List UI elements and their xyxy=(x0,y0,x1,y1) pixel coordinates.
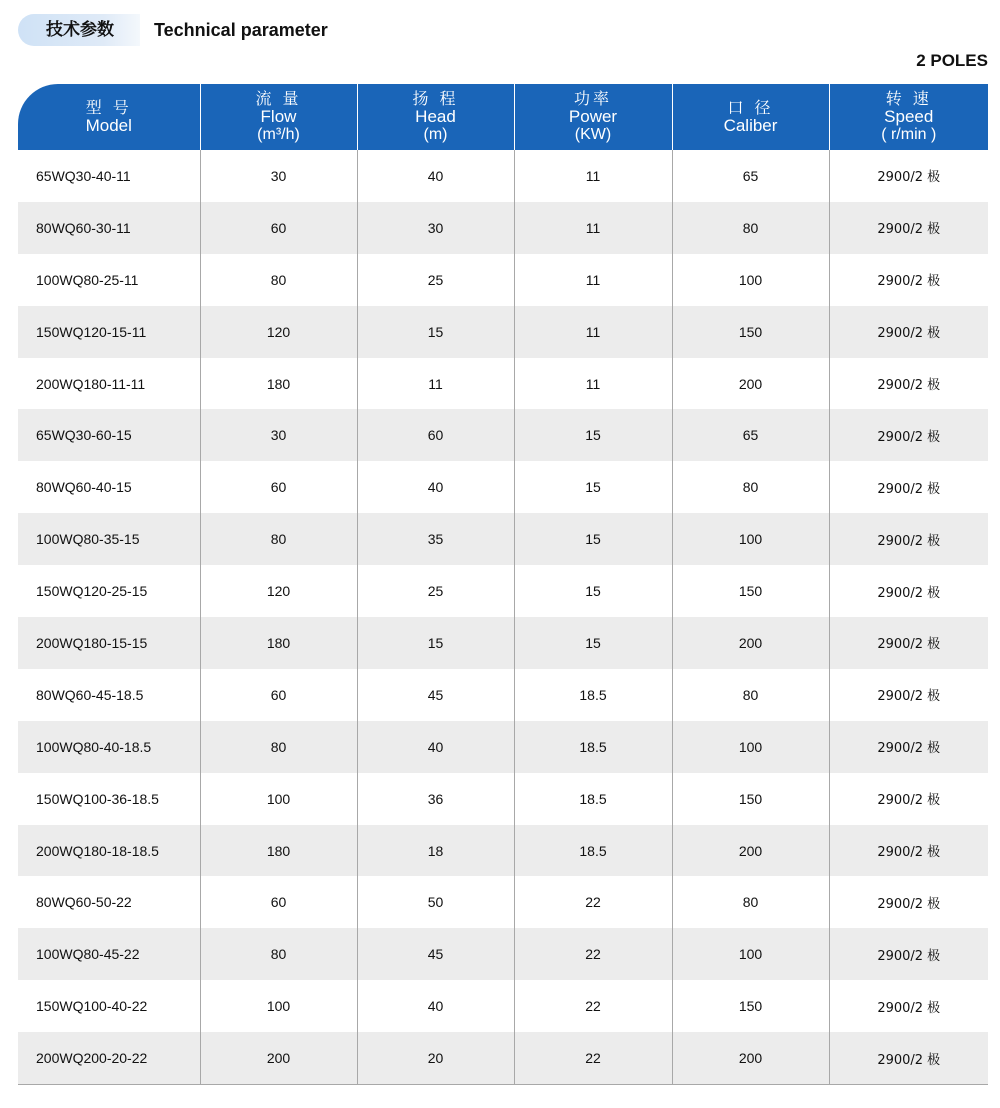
caliber-cell: 65 xyxy=(672,409,829,461)
power-cell: 18.5 xyxy=(514,825,672,877)
speed-cell: 2900/2 极 xyxy=(829,928,988,980)
flow-cell: 180 xyxy=(200,825,357,877)
table-row xyxy=(18,980,988,1032)
flow-cell: 120 xyxy=(200,306,357,358)
power-cell: 18.5 xyxy=(514,669,672,721)
power-cell: 15 xyxy=(514,565,672,617)
caliber-cell: 150 xyxy=(672,306,829,358)
power-cell: 15 xyxy=(514,617,672,669)
speed-cell: 2900/2 极 xyxy=(877,481,941,497)
caliber-cell: 100 xyxy=(672,254,829,306)
model-cell: 100WQ80-35-15 xyxy=(18,513,200,565)
model-cell: 150WQ120-15-11 xyxy=(18,306,200,358)
power-cell: 11 xyxy=(514,358,672,410)
flow-cell: 200 xyxy=(200,1032,357,1084)
speed-cell: 2900/2 极 xyxy=(829,825,988,877)
table-row xyxy=(18,306,988,358)
flow-cell: 100 xyxy=(200,980,357,1032)
column-header-unit: ( r/min ) xyxy=(881,126,937,143)
column-header-unit: (m) xyxy=(423,126,448,143)
speed-cell: 2900/2 极 xyxy=(829,1032,988,1084)
caliber-cell: 150 xyxy=(672,980,829,1032)
speed-cell: 2900/2 极 xyxy=(877,378,941,393)
head-cell: 40 xyxy=(357,150,514,202)
power-cell: 22 xyxy=(514,980,672,1032)
model-cell: 100WQ80-45-22 xyxy=(18,928,200,980)
flow-cell: 30 xyxy=(200,409,357,461)
head-cell: 20 xyxy=(357,1032,514,1084)
column-header-unit: (m³/h) xyxy=(257,126,300,143)
section-title-cn: 技术参数 xyxy=(18,14,140,46)
speed-cell: 2900/2 极 xyxy=(877,170,941,186)
column-header-power xyxy=(514,84,672,150)
power-cell: 22 xyxy=(514,1032,672,1084)
column-header-cn: 流 量 xyxy=(255,89,302,108)
head-cell: 30 xyxy=(357,202,514,254)
power-cell: 18.5 xyxy=(514,773,672,825)
section-title-en: Technical parameter xyxy=(154,19,328,40)
flow-cell: 100 xyxy=(200,773,357,825)
table-row xyxy=(18,721,988,773)
power-cell: 22 xyxy=(514,876,672,928)
table-row xyxy=(18,669,988,721)
caliber-cell: 200 xyxy=(672,617,829,669)
column-header-en: Speed xyxy=(884,107,934,126)
table-row xyxy=(18,150,988,202)
model-cell: 80WQ60-50-22 xyxy=(18,876,200,928)
flow-cell: 60 xyxy=(200,461,357,513)
model-cell: 65WQ30-60-15 xyxy=(18,409,200,461)
model-cell: 80WQ60-30-11 xyxy=(18,202,200,254)
table-row xyxy=(18,202,988,254)
table-row xyxy=(18,825,988,877)
flow-cell: 80 xyxy=(200,721,357,773)
power-cell: 11 xyxy=(514,306,672,358)
table-row xyxy=(18,876,988,928)
column-header-flow xyxy=(200,84,357,150)
flow-cell: 30 xyxy=(200,150,357,202)
head-cell: 50 xyxy=(357,876,514,928)
head-cell: 40 xyxy=(357,721,514,773)
column-header-cn: 功率 xyxy=(573,89,612,108)
flow-cell: 60 xyxy=(200,669,357,721)
caliber-cell: 80 xyxy=(672,876,829,928)
speed-cell: 2900/2 极 xyxy=(829,306,988,358)
parameter-table xyxy=(18,84,988,1085)
head-cell: 45 xyxy=(357,928,514,980)
head-cell: 18 xyxy=(357,825,514,877)
table-row xyxy=(18,565,988,617)
model-cell: 150WQ100-36-18.5 xyxy=(18,773,200,825)
table-row xyxy=(18,928,988,980)
caliber-cell: 100 xyxy=(672,721,829,773)
model-cell: 200WQ180-15-15 xyxy=(18,617,200,669)
model-cell: 80WQ60-40-15 xyxy=(18,461,200,513)
column-header-en: Model xyxy=(85,116,132,135)
head-cell: 25 xyxy=(357,565,514,617)
model-cell: 100WQ80-25-11 xyxy=(18,254,200,306)
speed-cell: 2900/2 极 xyxy=(877,1000,941,1016)
power-cell: 15 xyxy=(514,513,672,565)
model-cell: 200WQ180-18-18.5 xyxy=(18,825,200,877)
model-cell: 100WQ80-40-18.5 xyxy=(18,721,200,773)
table-row xyxy=(18,254,988,306)
head-cell: 36 xyxy=(357,773,514,825)
speed-cell: 2900/2 极 xyxy=(877,793,941,809)
caliber-cell: 65 xyxy=(672,150,829,202)
column-header-en: Flow xyxy=(260,107,297,126)
caliber-cell: 100 xyxy=(672,928,829,980)
table-row xyxy=(18,461,988,513)
speed-cell: 2900/2 极 xyxy=(877,274,941,290)
table-row xyxy=(18,358,988,410)
power-cell: 18.5 xyxy=(514,721,672,773)
speed-cell: 2900/2 极 xyxy=(877,896,941,912)
column-header-en: Power xyxy=(568,107,618,126)
flow-cell: 80 xyxy=(200,254,357,306)
flow-cell: 80 xyxy=(200,928,357,980)
head-cell: 60 xyxy=(357,409,514,461)
table-header xyxy=(18,84,988,150)
table-row xyxy=(18,617,988,669)
power-cell: 11 xyxy=(514,150,672,202)
power-cell: 15 xyxy=(514,409,672,461)
caliber-cell: 80 xyxy=(672,461,829,513)
flow-cell: 60 xyxy=(200,202,357,254)
head-cell: 35 xyxy=(357,513,514,565)
head-cell: 11 xyxy=(357,358,514,410)
power-cell: 11 xyxy=(514,202,672,254)
speed-cell: 2900/2 极 xyxy=(877,585,941,601)
head-cell: 25 xyxy=(357,254,514,306)
flow-cell: 180 xyxy=(200,617,357,669)
flow-cell: 60 xyxy=(200,876,357,928)
column-header-en: Head xyxy=(415,107,456,126)
flow-cell: 180 xyxy=(200,358,357,410)
head-cell: 15 xyxy=(357,617,514,669)
column-header-head xyxy=(357,84,514,150)
speed-cell: 2900/2 极 xyxy=(829,617,988,669)
speed-cell: 2900/2 极 xyxy=(829,721,988,773)
power-cell: 11 xyxy=(514,254,672,306)
caliber-cell: 80 xyxy=(672,669,829,721)
table-row xyxy=(18,1032,988,1084)
head-cell: 40 xyxy=(357,980,514,1032)
head-cell: 15 xyxy=(357,306,514,358)
model-cell: 150WQ100-40-22 xyxy=(18,980,200,1032)
flow-cell: 120 xyxy=(200,565,357,617)
caliber-cell: 80 xyxy=(672,202,829,254)
speed-cell: 2900/2 极 xyxy=(829,202,988,254)
section-title-bar xyxy=(18,14,328,46)
column-header-en: Caliber xyxy=(723,116,778,135)
caliber-cell: 200 xyxy=(672,1032,829,1084)
table-row xyxy=(18,513,988,565)
head-cell: 45 xyxy=(357,669,514,721)
column-header-cn: 口 径 xyxy=(727,98,774,117)
model-cell: 150WQ120-25-15 xyxy=(18,565,200,617)
caliber-cell: 150 xyxy=(672,773,829,825)
caliber-cell: 200 xyxy=(672,358,829,410)
column-header-cn: 型 号 xyxy=(85,98,132,117)
speed-cell: 2900/2 极 xyxy=(877,689,941,705)
model-cell: 200WQ180-11-11 xyxy=(18,358,200,410)
poles-label: 2 POLES xyxy=(916,51,988,70)
caliber-cell: 200 xyxy=(672,825,829,877)
model-cell: 65WQ30-40-11 xyxy=(18,150,200,202)
speed-cell: 2900/2 极 xyxy=(829,513,988,565)
model-cell: 80WQ60-45-18.5 xyxy=(18,669,200,721)
table-body xyxy=(18,150,988,1085)
power-cell: 15 xyxy=(514,461,672,513)
column-header-cn: 扬 程 xyxy=(412,89,459,108)
column-header-model xyxy=(18,84,200,150)
model-cell: 200WQ200-20-22 xyxy=(18,1032,200,1084)
column-header-unit: (KW) xyxy=(574,126,612,143)
header-row xyxy=(18,84,988,150)
table-row xyxy=(18,409,988,461)
flow-cell: 80 xyxy=(200,513,357,565)
speed-cell: 2900/2 极 xyxy=(829,409,988,461)
caliber-cell: 150 xyxy=(672,565,829,617)
caliber-cell: 100 xyxy=(672,513,829,565)
table-row xyxy=(18,773,988,825)
column-header-speed xyxy=(829,84,988,150)
column-header-caliber xyxy=(672,84,829,150)
power-cell: 22 xyxy=(514,928,672,980)
head-cell: 40 xyxy=(357,461,514,513)
column-header-cn: 转 速 xyxy=(885,89,932,108)
